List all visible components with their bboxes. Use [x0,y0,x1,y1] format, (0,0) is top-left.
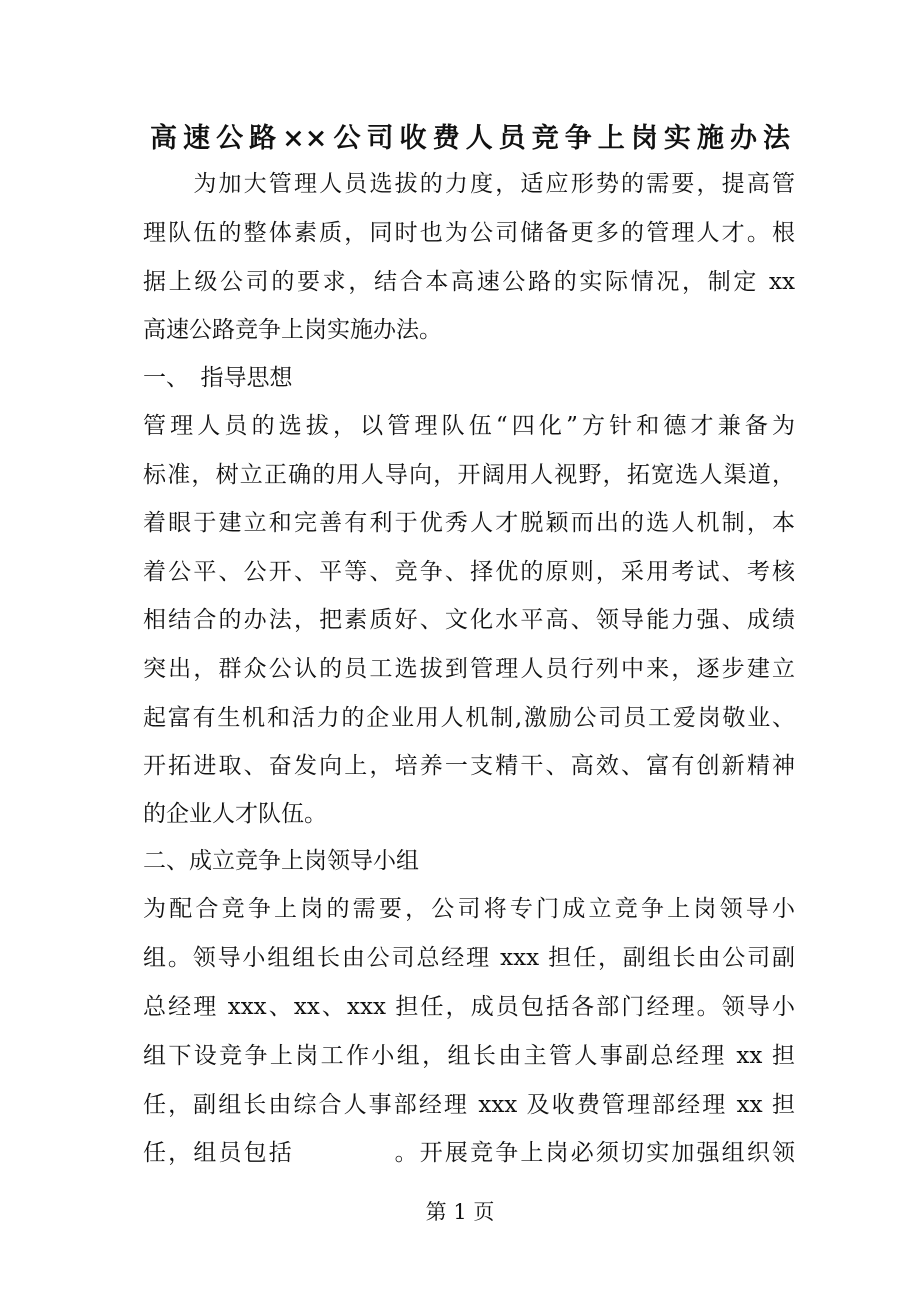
page-number: 第 1 页 [425,1200,495,1224]
section2-line: 组。领导小组组长由公司总经理 xxx 担任，副组长由公司副 [143,945,795,971]
section2-line: 组下设竞争上岗工作小组，组长由主管人事副总经理 xx 担 [143,1043,795,1069]
section1-line: 的企业人才队伍。 [143,801,327,827]
section2-line: 总经理 xxx、xx、xxx 担任，成员包括各部门经理。领导小 [143,994,795,1020]
section-heading: 二、成立竞争上岗领导小组 [143,848,419,874]
section1-line: 开拓进取、奋发向上，培养一支精干、高效、富有创新精神 [143,753,795,779]
section-heading: 一、 指导思想 [143,365,293,391]
section1-line: 突出，群众公认的员工选拔到管理人员行列中来，逐步建立 [143,656,795,682]
intro-line: 据上级公司的要求，结合本高速公路的实际情况，制定 xx [143,269,795,295]
section1-line: 起富有生机和活力的企业用人机制,激励公司员工爱岗敬业、 [143,705,795,731]
intro-line: 为加大管理人员选拔的力度，适应形势的需要，提高管 [143,171,795,197]
section1-line: 标准，树立正确的用人导向，开阔用人视野，拓宽选人渠道， [143,462,795,488]
section1-line: 相结合的办法，把素质好、文化水平高、领导能力强、成绩 [143,607,795,633]
intro-line: 理队伍的整体素质，同时也为公司储备更多的管理人才。根 [143,220,795,246]
section2-line: 任，副组长由综合人事部经理 xxx 及收费管理部经理 xx 担 [143,1092,795,1118]
document-title: 高速公路××公司收费人员竞争上岗实施办法 [150,123,790,154]
section1-line: 着公平、公开、平等、竞争、择优的原则，采用考试、考核 [143,559,795,585]
section2-line: 任，组员包括 。开展竞争上岗必须切实加强组织领 [143,1140,795,1166]
section1-line: 管理人员的选拔，以管理队伍“四化”方针和德才兼备为 [143,413,795,439]
section1-line: 着眼于建立和完善有利于优秀人才脱颖而出的选人机制，本 [143,510,795,536]
section2-line: 为配合竞争上岗的需要，公司将专门成立竞争上岗领导小 [143,896,795,922]
intro-line: 高速公路竞争上岗实施办法。 [143,317,442,343]
